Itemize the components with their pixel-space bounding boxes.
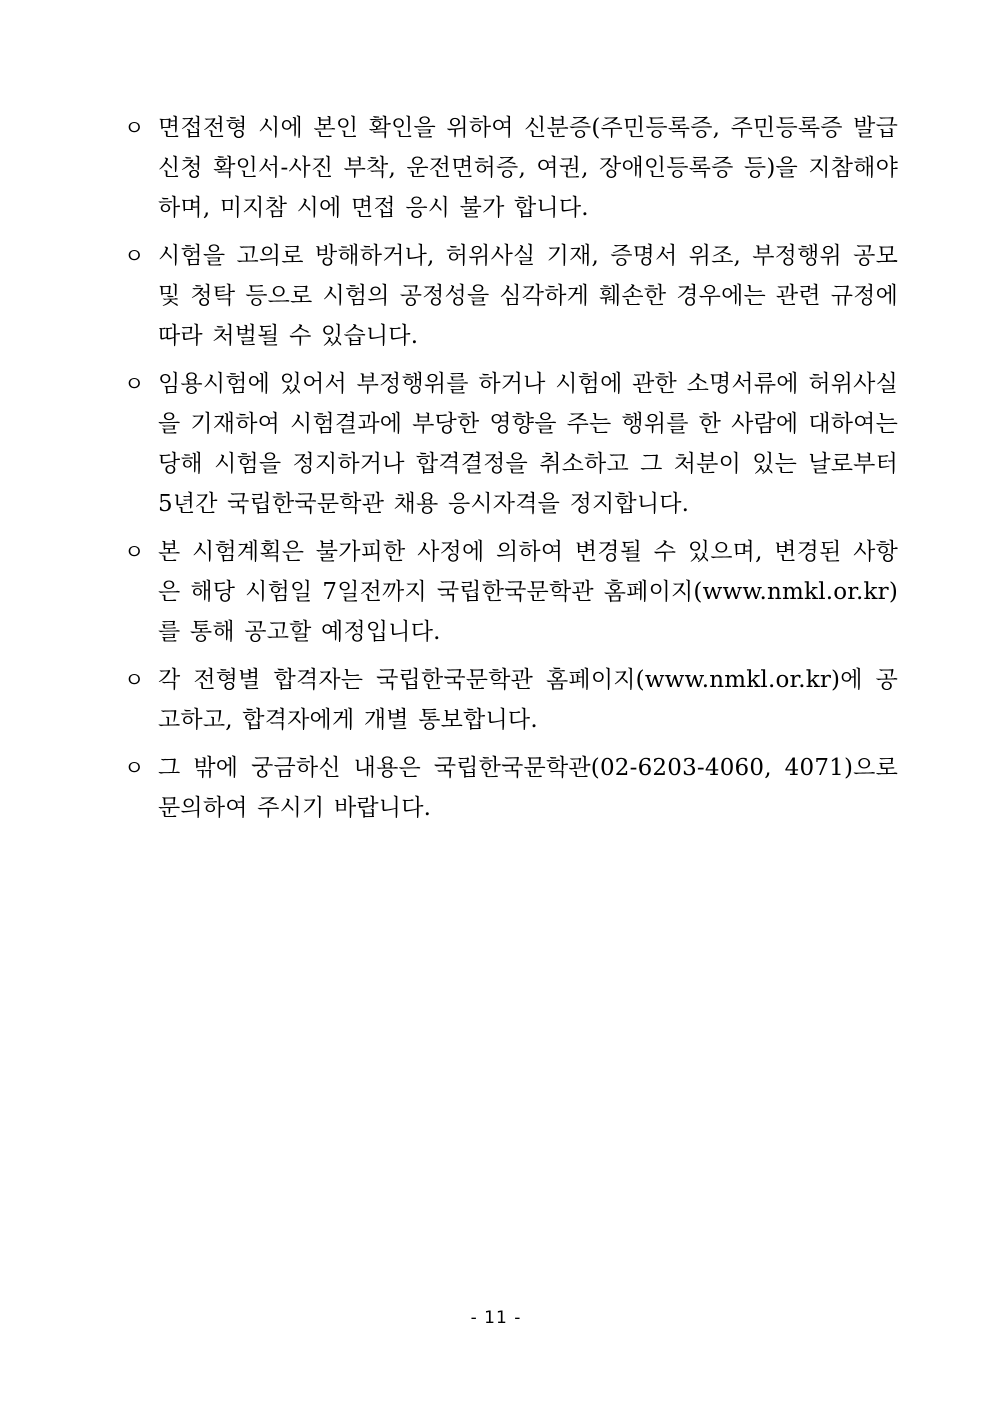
notice-item-plan-changes xyxy=(124,532,898,652)
notice-list xyxy=(124,108,898,836)
bullet-icon: ㅇ xyxy=(124,668,145,692)
notice-text: 면접전형 시에 본인 확인을 위하여 신분증(주민등록증, 주민등록증 발급 신청 확인서-사진 부착, 운전면허증, 여권, 장애인등록증 등)을 지참해야 하며, 미지참 시에 면접 응시 불가 합니다. xyxy=(158,115,898,221)
notice-text: 임용시험에 있어서 부정행위를 하거나 시험에 관한 소명서류에 허위사실을 기재하여 시험결과에 부당한 영향을 주는 행위를 한 사람에 대하여는 당해 시험을 정지하거나 합격결정을 취소하고 그 처분이 있는 날로부터 5년간 국립한국문학관 채용 응시자격을 정지합니다. xyxy=(158,371,898,517)
notice-item-misconduct-penalty xyxy=(124,236,898,356)
bullet-icon: ㅇ xyxy=(124,372,145,396)
notice-text: 시험을 고의로 방해하거나, 허위사실 기재, 증명서 위조, 부정행위 공모 및 청탁 등으로 시험의 공정성을 심각하게 훼손한 경우에는 관련 규정에 따라 처벌될 수 있습니다. xyxy=(158,243,898,349)
bullet-icon: ㅇ xyxy=(124,116,145,140)
notice-text: 그 밖에 궁금하신 내용은 국립한국문학관(02-6203-4060, 4071)으로 문의하여 주시기 바랍니다. xyxy=(158,755,898,821)
bullet-icon: ㅇ xyxy=(124,756,145,780)
notice-item-result-announcement xyxy=(124,660,898,740)
page-number: - 11 - xyxy=(470,1308,522,1328)
bullet-icon: ㅇ xyxy=(124,244,145,268)
bullet-icon: ㅇ xyxy=(124,540,145,564)
notice-item-disqualification xyxy=(124,364,898,524)
notice-item-id-verification xyxy=(124,108,898,228)
notice-text: 본 시험계획은 불가피한 사정에 의하여 변경될 수 있으며, 변경된 사항은 해당 시험일 7일전까지 국립한국문학관 홈페이지(www.nmkl.or.kr)를 통해 공고할 예정입니다. xyxy=(158,539,898,645)
notice-text: 각 전형별 합격자는 국립한국문학관 홈페이지(www.nmkl.or.kr)에 공고하고, 합격자에게 개별 통보합니다. xyxy=(158,667,898,733)
notice-item-contact xyxy=(124,748,898,828)
